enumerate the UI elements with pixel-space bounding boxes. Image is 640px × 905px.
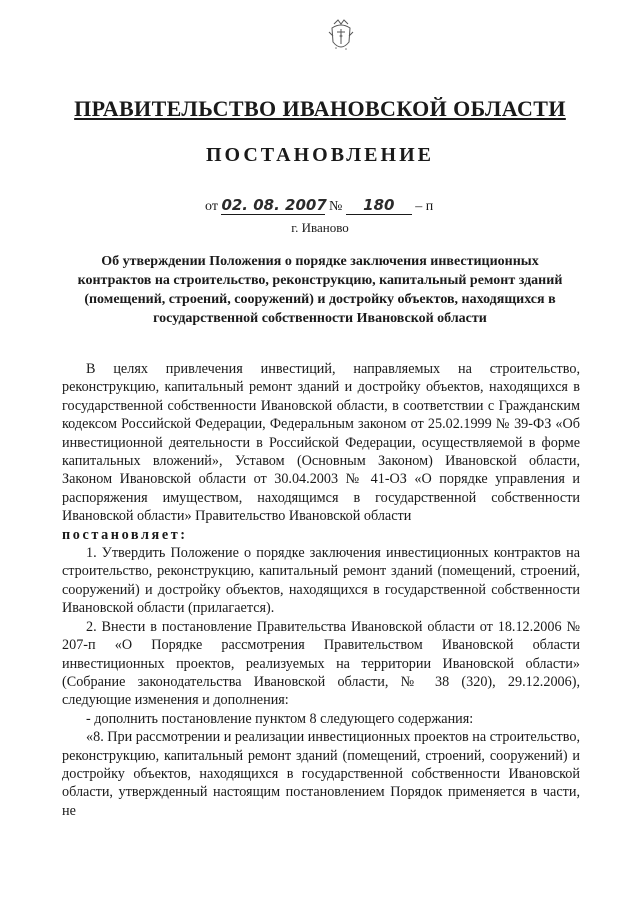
government-title: ПРАВИТЕЛЬСТВО ИВАНОВСКОЙ ОБЛАСТИ [74, 96, 566, 121]
coat-of-arms-icon [326, 18, 356, 58]
item-8-paragraph: «8. При рассмотрении и реализации инвестиционных проектов на строительство, реконструкцию, капитальный ремонт зданий (помещений, строений, сооружений) и достройку объектов, находящихся в государственной собственности Ивановской области, утвержденный настоящим постановлением Порядок применяется в части, не [62, 729, 580, 819]
preamble-paragraph [62, 360, 580, 526]
item-1-paragraph: 1. Утвердить Положение о порядке заключения инвестиционных контрактов на строительство, реконструкцию, капитальный ремонт зданий (помещений, строений, сооружений) и достройку объектов, находящихся в государственной собственности Ивановской области (прилагается). [62, 545, 580, 617]
item-2-sub-paragraph: - дополнить постановление пунктом 8 следующего содержания: [86, 710, 474, 727]
from-label: от [205, 199, 218, 214]
resolves-word: постановляет: [62, 526, 188, 543]
document-meta [205, 196, 433, 215]
document-body [62, 360, 580, 820]
document-subject: Об утверждении Положения о порядке заключения инвестиционных контрактов на строительство, реконструкцию, капитальный ремонт зданий (помещений, строений, сооружений) и достройку объектов, находящихся в государственной собственности Ивановской области [77, 254, 563, 326]
number-label: № [328, 199, 343, 214]
number-suffix: – п [415, 199, 434, 214]
document-date: 02. 08. 2007 [221, 196, 327, 214]
item-2-paragraph: 2. Внести в постановление Правительства Ивановской области от 18.12.2006 № 207-п «О Порядке рассмотрения Правительством Ивановской области инвестиционных проектов, реализуемых на территории Ивановской области» (Собрание законодательства Ивановской области, № 38 (320), 29.12.2006), следующие изменения и дополнения: [62, 618, 580, 709]
preamble-text: В целях привлечения инвестиций, направляемых на строительство, реконструкцию, капитальный ремонт зданий и достройку объектов, находящихся в государственной собственности Ивановской области, в соответствии с Гражданским кодексом Российской Федерации, Федеральным законом от 25.02.1999 № 39-ФЗ «Об инвестиционной деятельности в Российской Федерации, осуществляемой в форме капитальных вложений», Уставом (Основным Законом) Ивановской области, Законом Ивановской области от 30.04.2003 № 41-ОЗ «О порядке управления и распоряжения имуществом, находящимся в государственной собственности Ивановской области» Правительство Ивановской области [62, 361, 580, 525]
document-city: г. Иваново [291, 220, 349, 235]
document-number: 180 [346, 196, 412, 215]
document-type: ПОСТАНОВЛЕНИЕ [206, 144, 434, 166]
resolves-paragraph [62, 526, 580, 544]
